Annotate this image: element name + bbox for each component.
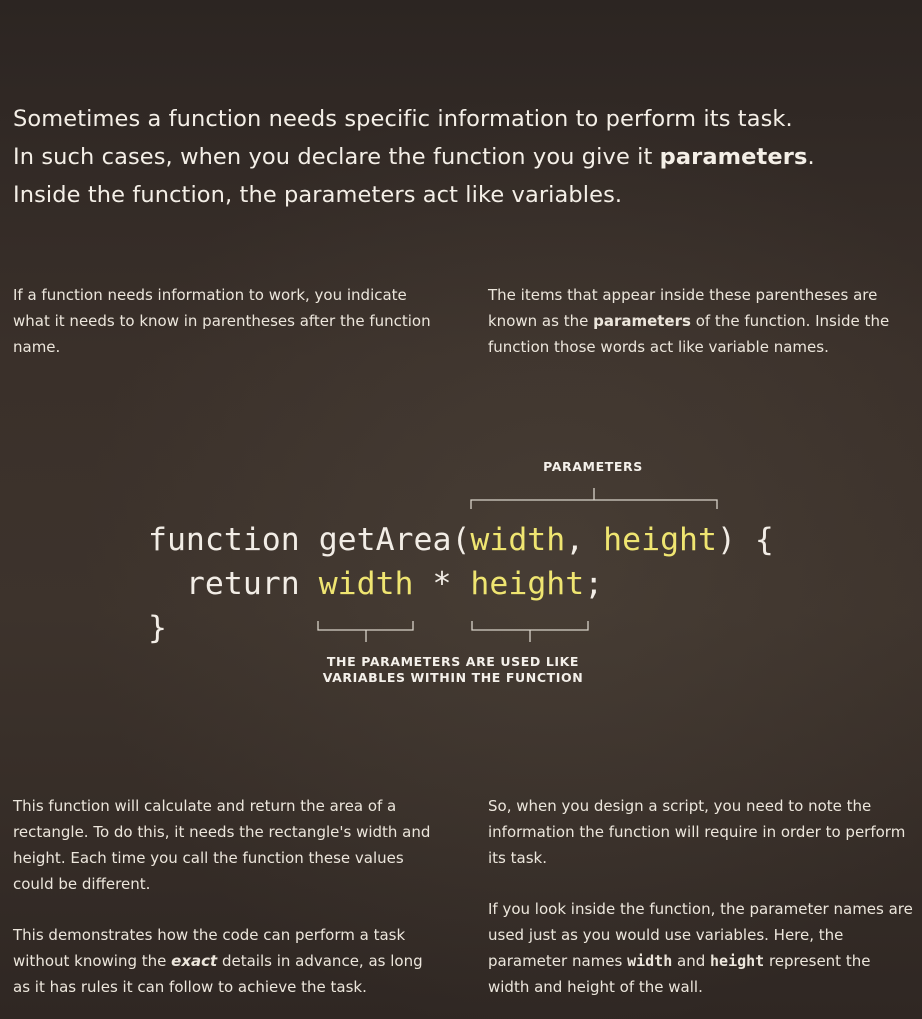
left-bottom-text-2-start: This demonstrates how the code can perform a task without knowing the xyxy=(13,926,406,970)
code-comma: , xyxy=(565,522,604,558)
left-bottom-text-2-end: details in advance, as long as it has rules it can follow to achieve the task. xyxy=(13,952,423,996)
intro-line-2-start: In such cases, when you declare the function you give it xyxy=(13,144,660,170)
left-bottom-paragraph-1 xyxy=(13,793,438,897)
right-bottom-text-1: So, when you design a script, you need to note the information the function will require in order to perform its task. xyxy=(488,797,906,867)
right-bottom-text-2-mid: and xyxy=(672,952,711,970)
code-semicolon: ; xyxy=(584,566,604,602)
right-bottom-paragraph-1 xyxy=(488,793,908,871)
left-bottom-exact-italic: exact xyxy=(171,952,218,970)
right-bottom-paragraph-2 xyxy=(488,896,916,1000)
left-bottom-text-1: This function will calculate and return the area of a rectangle. To do this, it needs the rectangle's width and height. Each time you call the function these values could be different. xyxy=(13,797,431,893)
right-bottom-code-height: height xyxy=(710,952,765,970)
right-top-text-end: of the function. Inside the function those words act like variable names. xyxy=(488,312,890,356)
usage-label-line-2: VARIABLES WITHIN THE FUNCTION xyxy=(322,670,584,685)
right-bottom-text-2-end: represent the width and height of the wall. xyxy=(488,952,871,996)
parameters-label: PARAMETERS xyxy=(543,459,643,474)
left-bottom-paragraph-2 xyxy=(13,922,443,1000)
code-use-height: height xyxy=(470,566,585,602)
code-use-width: width xyxy=(318,566,414,602)
code-block xyxy=(148,518,774,650)
intro-line-3: Inside the function, the parameters act like variables. xyxy=(13,182,623,208)
intro-parameters-bold: parameters xyxy=(659,144,808,170)
intro-line-2-end: . xyxy=(807,144,815,170)
left-top-text: If a function needs information to work, you indicate what it needs to know in parentheses after the function name. xyxy=(13,286,431,356)
right-bottom-code-width: width xyxy=(627,952,673,970)
code-param-width: width xyxy=(470,522,566,558)
code-param-height: height xyxy=(603,522,717,558)
code-open-brace: ) { xyxy=(716,522,774,558)
right-bottom-text-2-start: If you look inside the function, the parameter names are used just as you would use variables. Here, the parameter names xyxy=(488,900,913,970)
usage-label-line-1: THE PARAMETERS ARE USED LIKE xyxy=(326,654,580,669)
code-operator: * xyxy=(413,566,471,602)
parameters-usage-label xyxy=(283,654,623,686)
parameters-top-bracket xyxy=(471,500,717,509)
code-return: return xyxy=(148,566,319,602)
code-close-brace: } xyxy=(148,610,167,646)
right-top-text-start: The items that appear inside these parentheses are known as the xyxy=(488,286,878,330)
right-top-parameters-bold: parameters xyxy=(593,312,691,330)
code-function-name: getArea( xyxy=(318,522,471,558)
intro-line-1: Sometimes a function needs specific information to perform its task. xyxy=(13,106,793,132)
code-keyword-function: function xyxy=(148,522,319,558)
